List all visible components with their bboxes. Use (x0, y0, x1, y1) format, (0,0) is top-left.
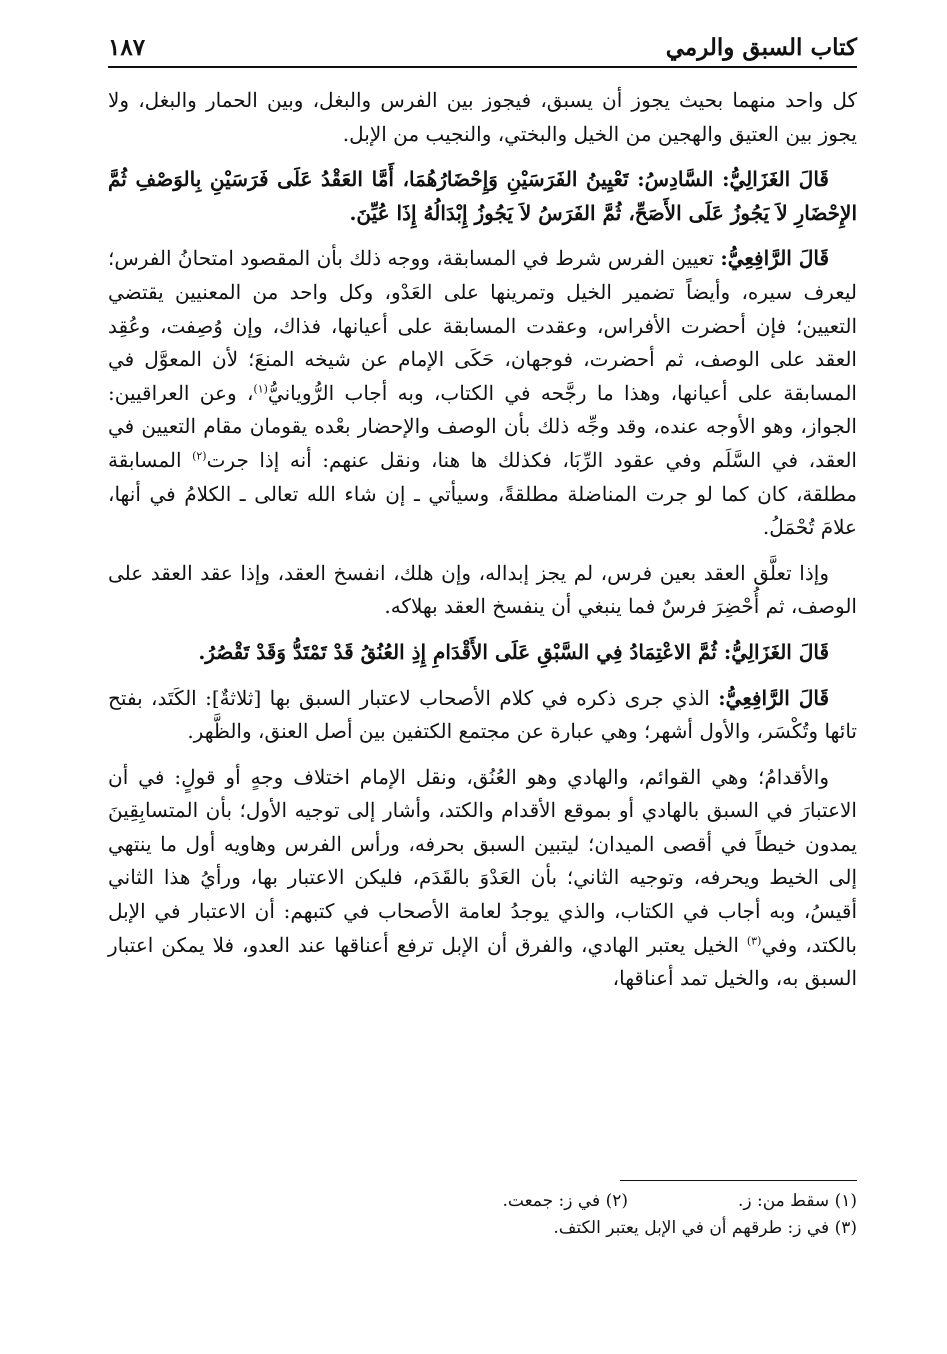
footnote-ref: (١) (253, 382, 268, 396)
paragraph-text: كل واحد منهما بحيث يجوز أن يسبق، فيجوز بين الفرس والبغل، وبين الحمار والبغل، ولا يجوز بين العتيق والهجين من الخيل والبختي، والنجيب من الإبل. (108, 88, 857, 146)
footnote-number: (٣) (834, 1218, 857, 1238)
paragraph-text: ثُمَّ الاعْتِمَادُ فِي السَّبْقِ عَلَى الأَقْدَامِ إِذِ العُنُقُ قَدْ تَمْتَدُّ وَقَدْ تَقْصُرُ. (198, 639, 717, 664)
paragraph-text: تعيين الفرس شرط في المسابقة، ووجه ذلك بأن المقصود امتحانُ الفرس؛ ليعرف سيره، وأيضاً تضمير الخيل وتمرينها على العَدْو، وكل واحد من المعنيين يقتضي التعيين؛ فإن أحضرت الأفراس، وعقدت المسابقة على أعيانها، فذاك، وإن وُصِفت، وعُقِد العقد على الوصف، ثم أحضرت، فوجهان، حَكَى الإمام عن شيخه المنعَ؛ لأن المعوَّل في المسابقة على أعيانها، وهذا ما رجَّحه في الكتاب، وبه أجاب الرُّويانيُّ (108, 246, 857, 405)
paragraph-1 (108, 84, 857, 151)
footnote-ref: (٢) (192, 449, 207, 463)
paragraph-text: والأقدامُ؛ وهي القوائم، والهادي وهو العُنُق، ونقل الإمام اختلاف وجهٍ أو قولٍ: في أن الاعتبارَ في السبق بالهادي أو بموقع الأقدام والكتد، وأشار إلى توجيه الأول؛ بأن المتسابِقِينَ يمدون خيطاً في أقصى الميدان؛ ليتبين السبق بحرفه، ورأس الفرس وهاويه أول ما ينتهي إلى الخيط ويحرفه، وتوجيه الثاني؛ بأن العَدْوَ بالقَدَم، فليكن الاعتبار بها، ورأيُ هذا الثاني أقيسُ، وبه أجاب في الكتاب، والذي يوجدُ لعامة الأصحاب في كتبهم: أن الاعتبار في الإبل بالكتد، وفي (108, 764, 857, 957)
footnote-number: (١) (834, 1191, 857, 1211)
footnote-1 (738, 1188, 857, 1215)
main-text (108, 84, 857, 1008)
footnote-number: (٢) (605, 1191, 628, 1211)
footnote-ref: (٣) (746, 934, 762, 947)
paragraph-6 (108, 682, 857, 749)
speaker-label: قَالَ الغَزَالِيُّ: (722, 167, 829, 192)
footnote-text: سقط من: ز. (737, 1191, 830, 1211)
footnote-2 (502, 1188, 628, 1215)
paragraph-2 (108, 163, 857, 230)
footnote-text: في ز: جمعت. (502, 1191, 601, 1211)
paragraph-text: وإذا تعلَّق العقد بعين فرس، لم يجز إبداله، وإن هلك، انفسخ العقد، وإذا عقد العقد على الوصف، ثم أُحْضِرَ فرسٌ فما ينبغي أن ينفسخ العقد بهلاكه. (108, 560, 857, 619)
paragraph-text: الخيل يعتبر الهادي، والفرق أن الإبل ترفع أعناقها عند العدو، فلا يمكن اعتبار السبق به، والخيل تمد أعناقها، (108, 932, 857, 991)
speaker-label: قَالَ الرَّافِعِيُّ: (720, 246, 830, 271)
paragraph-4 (108, 557, 857, 624)
footnote-3 (553, 1215, 857, 1242)
paragraph-5 (108, 636, 857, 670)
running-header (108, 28, 857, 68)
book-title: كتاب السبق والرمي (665, 34, 857, 61)
page-number: ١٨٧ (108, 34, 146, 61)
paragraph-text: الذي جرى ذكره في كلام الأصحاب لاعتبار السبق بها [ثلاثةٌ]: الكَتَد، بفتح تائها وتُكْسَر، والأول أشهر؛ وهي عبارة عن مجتمع الكتفين بين أصل العنق، والظَّهر. (108, 685, 857, 744)
footnote-row (108, 1215, 857, 1242)
footnote-text: في ز: طرقهم أن في الإبل يعتبر الكتف. (553, 1218, 830, 1238)
footnote-rule (620, 1180, 857, 1181)
header-rule (108, 66, 857, 68)
paragraph-text: المسابقة مطلقة، كان كما لو جرت المناضلة مطلقةً، وسيأتي ـ إن شاء الله تعالى ـ الكلامُ في أنها، علامَ تُحْمَلُ. (108, 447, 857, 540)
paragraph-7 (108, 761, 857, 996)
paragraph-3 (108, 242, 857, 544)
footnote-row (108, 1188, 857, 1215)
speaker-label: قَالَ الغَزَالِيُّ: (723, 639, 829, 664)
speaker-label: قَالَ الرَّافِعِيُّ: (718, 685, 830, 710)
paragraph-text: ، وعن العراقيين: الجواز، وهو الأوجه عنده، وقد وجِّه ذلك بأن الوصف والإحضار بعْده يقومان مقام التعيين في العقد، في السَّلَم وفي عقود الرِّبَا، فكذلك ها هنا، ونقل عنهم: أنه إذا جرت (108, 380, 857, 472)
footnotes (108, 1188, 857, 1242)
paragraph-text: السَّادِسُ: تَعْيِينُ الفَرَسَيْنِ وَإِحْضَارُهُمَا، أَمَّا العَقْدُ عَلَى فَرَسَيْنِ بِالوَصْفِ ثُمَّ الإِحْضَارِ لاَ يَجُوزُ عَلَى الأَصَحِّ، ثُمَّ الفَرَسُ لاَ يَجُوزُ إِبْدَالُهُ إِذَا عُيِّنَ. (108, 167, 857, 225)
